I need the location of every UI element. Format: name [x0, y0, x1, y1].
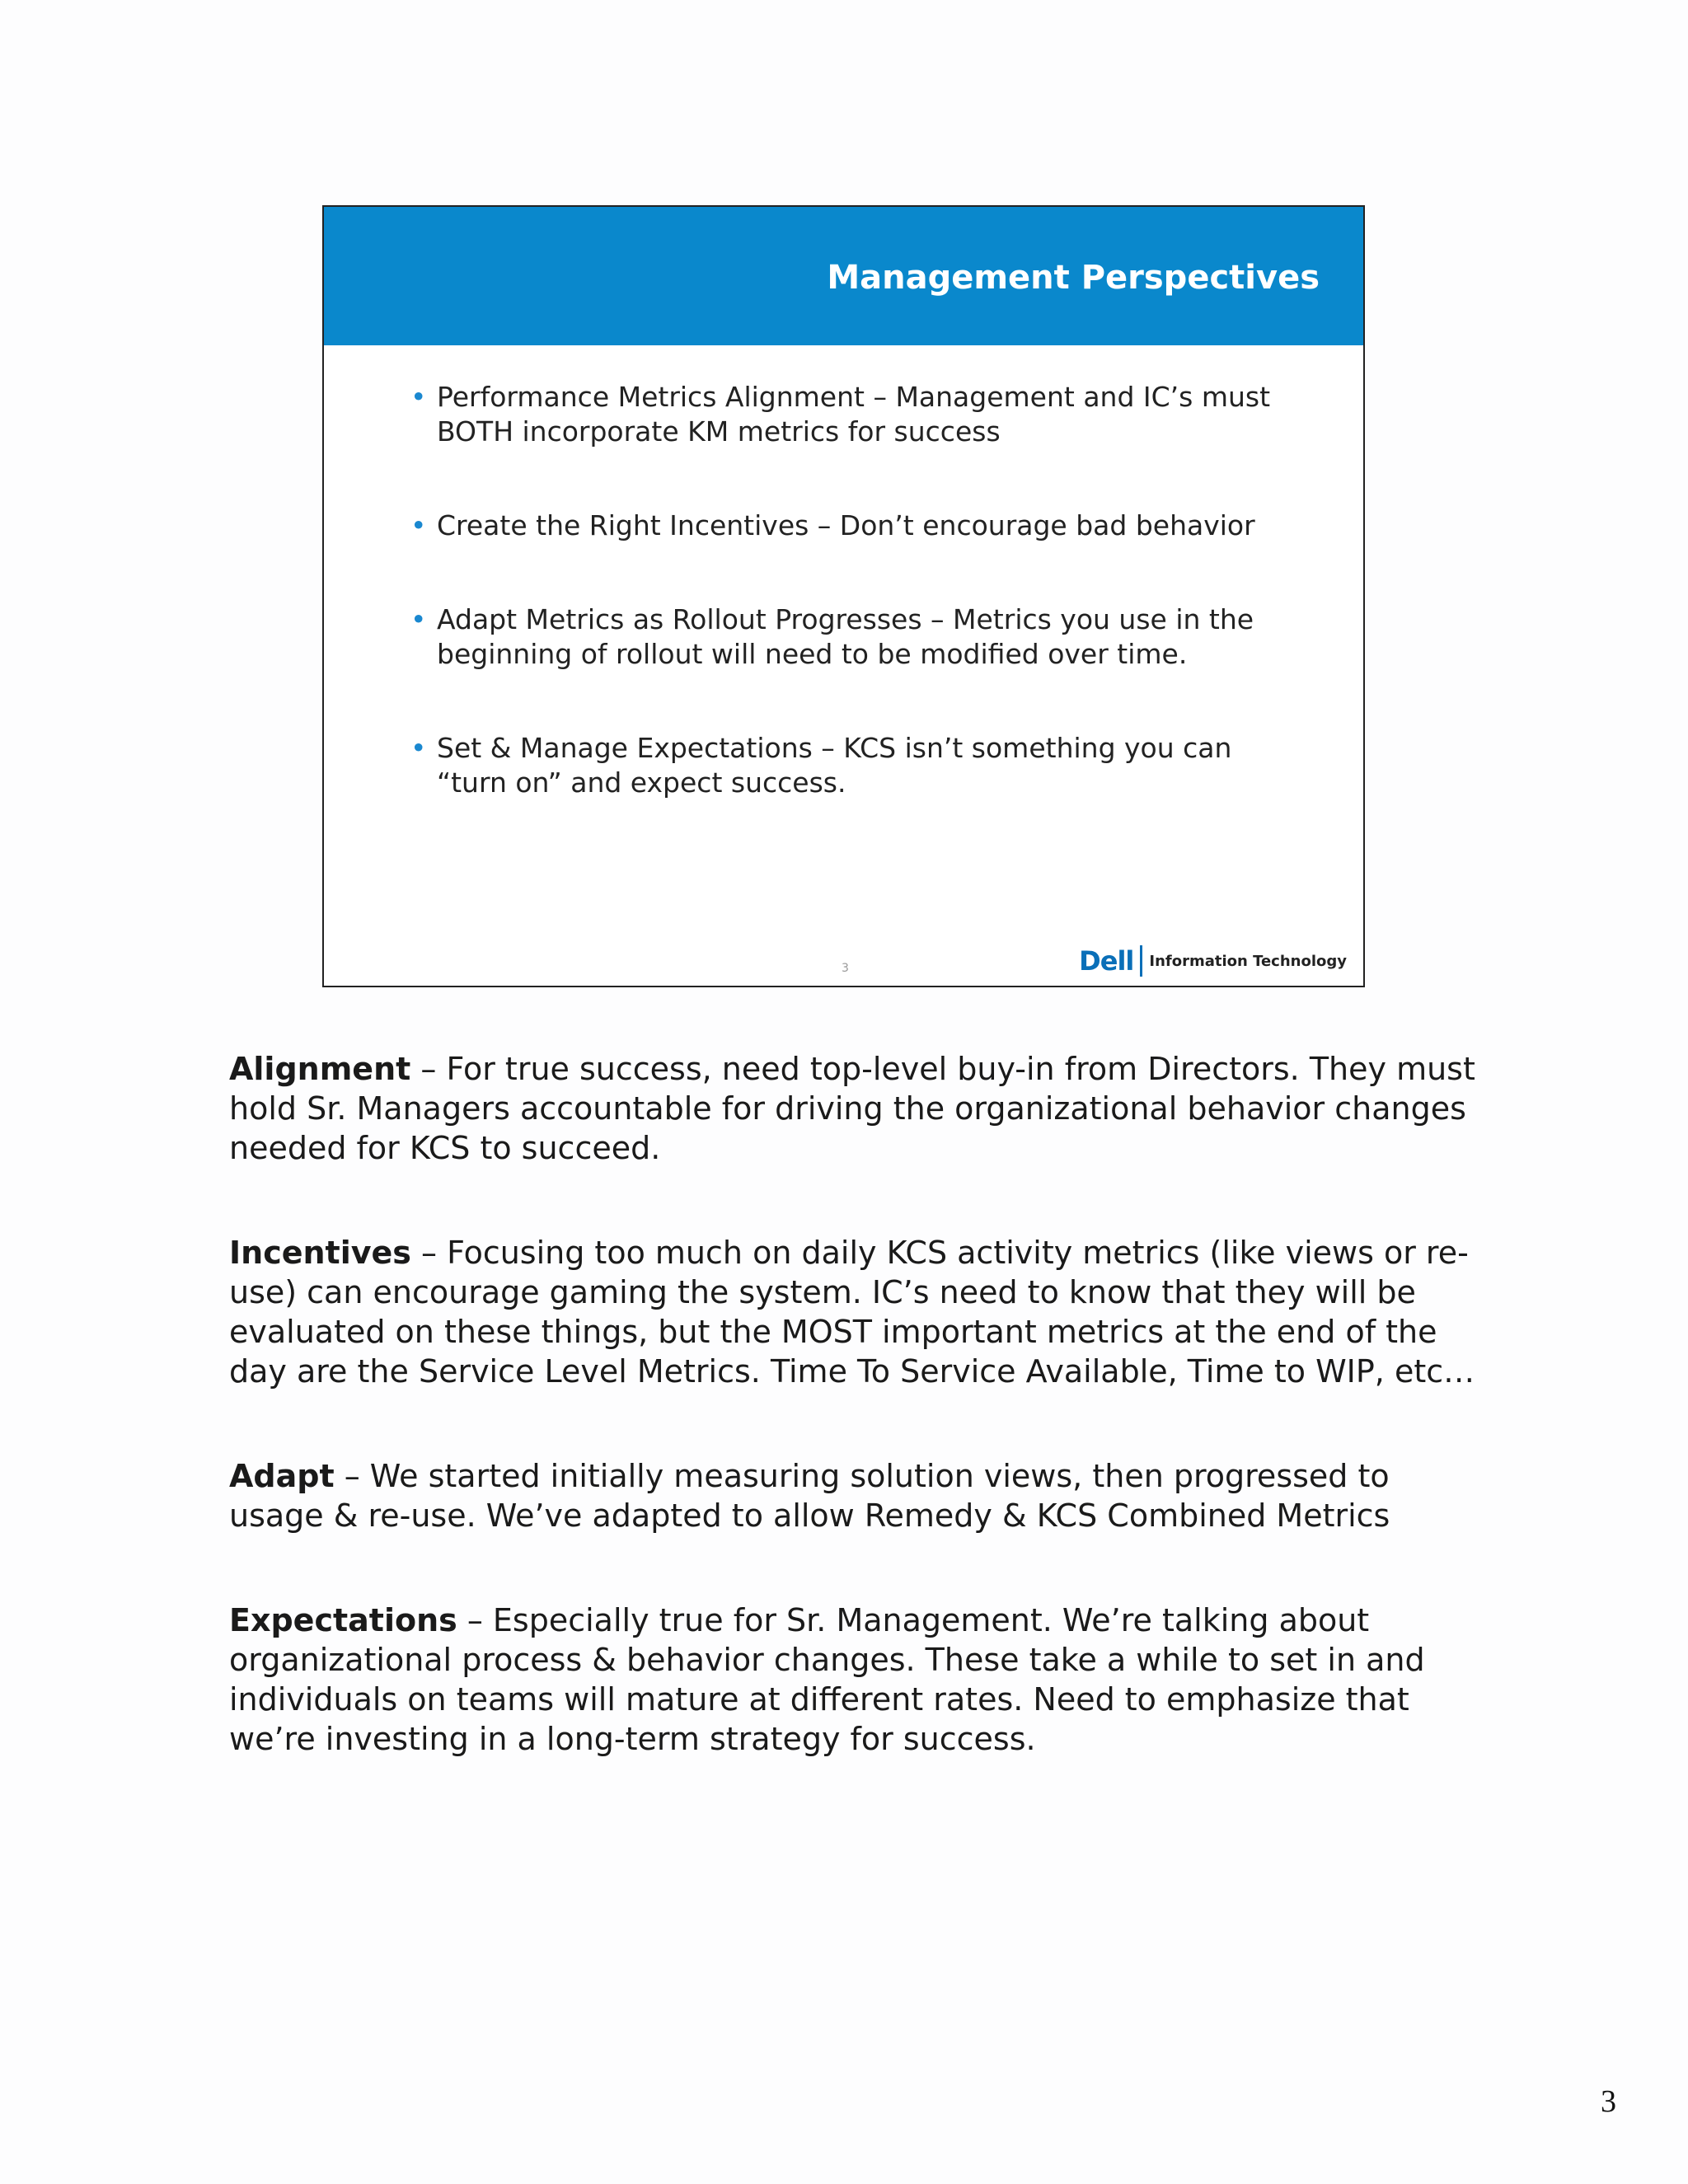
slide-bullet [410, 602, 1301, 672]
dell-logo-text: Dell [1079, 945, 1134, 977]
slide-header [324, 207, 1363, 345]
note-text: – Especially true for Sr. Management. We’re talking about organizational process & behavior changes. These take a while to set in and individuals on teams will mature at different rates. Need to emphasize that we’re investing in a long-term strategy for success. [229, 1602, 1425, 1757]
bullet-icon: • [410, 381, 427, 413]
slide-bullet-text: Create the Right Incentives – Don’t encourage bad behavior [437, 509, 1255, 541]
bullet-icon: • [410, 603, 427, 635]
page-number: 3 [1601, 2084, 1616, 2119]
slide-bullet [410, 731, 1301, 800]
slide-page-number: 3 [842, 962, 849, 975]
note-paragraph [229, 1233, 1482, 1391]
note-term: Incentives [229, 1235, 411, 1271]
note-paragraph [229, 1456, 1482, 1535]
slide-title: Management Perspectives [827, 259, 1320, 297]
note-term: Alignment [229, 1051, 411, 1087]
note-text: – We started initially measuring solution views, then progressed to usage & re-use. We’ve adapted to allow Remedy & KCS Combined Metrics [229, 1458, 1390, 1534]
slide-bullet-text: Adapt Metrics as Rollout Progresses – Metrics you use in the beginning of rollout will need to be modified over time. [437, 603, 1254, 670]
slide-bullet-text: Set & Manage Expectations – KCS isn’t something you can “turn on” and expect success. [437, 732, 1232, 799]
bullet-icon: • [410, 732, 427, 764]
note-term: Expectations [229, 1602, 457, 1638]
dell-it-logo [1079, 945, 1347, 977]
slide-bullet [410, 380, 1301, 449]
logo-tagline: Information Technology [1149, 952, 1347, 970]
slide-bullet-text: Performance Metrics Alignment – Management and IC’s must BOTH incorporate KM metrics for success [437, 381, 1271, 448]
note-text: – For true success, need top-level buy-in from Directors. They must hold Sr. Managers accountable for driving the organizational behavior changes needed for KCS to succeed. [229, 1051, 1475, 1166]
bullet-icon: • [410, 509, 427, 541]
note-text: – Focusing too much on daily KCS activity metrics (like views or re-use) can encourage gaming the system. IC’s need to know that they will be evaluated on these things, but the MOST important metrics at the end of the day are the Service Level Metrics. Time To Service Available, Time to WIP, etc… [229, 1235, 1475, 1390]
note-paragraph [229, 1049, 1482, 1168]
slide-thumbnail [322, 205, 1365, 987]
slide-bullet [410, 509, 1301, 543]
note-paragraph [229, 1601, 1482, 1759]
slide-bullet-list [410, 380, 1301, 860]
speaker-notes [229, 1049, 1482, 1824]
logo-divider [1140, 945, 1142, 977]
note-term: Adapt [229, 1458, 335, 1494]
